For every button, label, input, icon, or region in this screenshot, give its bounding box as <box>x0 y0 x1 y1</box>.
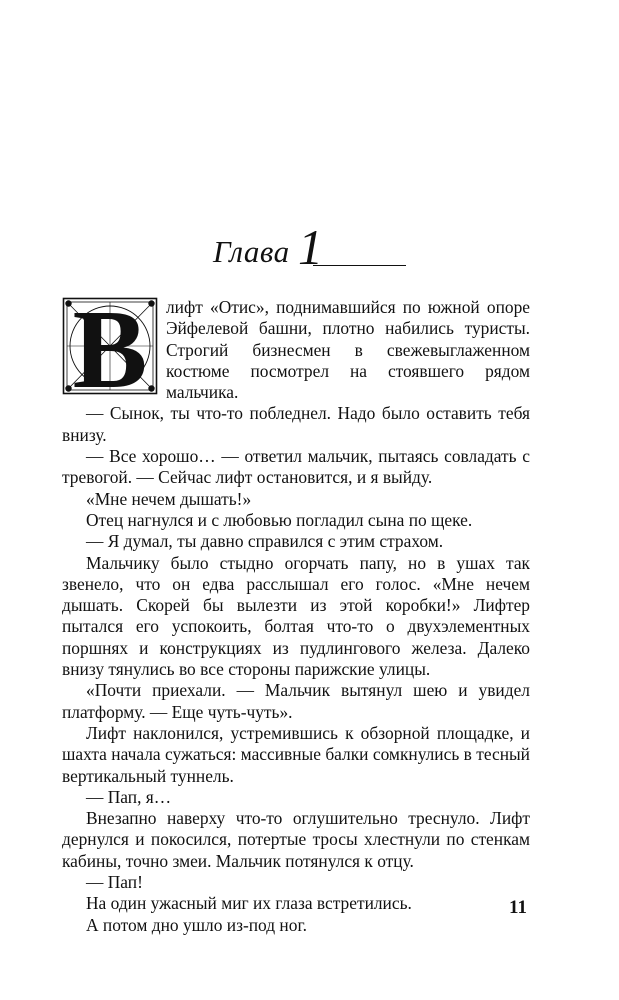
paragraph-2: — Сынок, ты что-то побледнел. Надо было оставить тебя внизу. <box>62 403 530 445</box>
paragraph-4: «Мне нечем дышать!» <box>86 488 252 509</box>
paragraph-3: — Все хорошо… — ответил мальчик, пытаясь совладать с тревогой. — Сейчас лифт остановится, и я выйду. <box>62 446 530 488</box>
paragraph-5: Отец нагнулся и с любовью погладил сына по щеке. <box>86 509 473 530</box>
paragraph-13: На один ужасный миг их глаза встретились. <box>86 893 412 914</box>
page-number: 11 <box>509 897 527 918</box>
drop-cap-ornament <box>62 297 158 395</box>
paragraph-11: Внезапно наверху что-то оглушительно треснуло. Лифт дернулся и покосился, потертые тросы хлестнули по стенкам кабины, точно змеи. Мальчик потянулся к отцу. <box>62 808 530 871</box>
drop-cap-letter: В <box>72 297 148 395</box>
paragraph-6: — Я думал, ты давно справился с этим страхом. <box>86 531 444 552</box>
paragraph-10: — Пап, я… <box>86 786 172 807</box>
chapter-word: Глава <box>213 234 290 269</box>
paragraph-14: А потом дно ушло из-под ног. <box>86 914 307 935</box>
chapter-heading <box>213 219 403 275</box>
chapter-number: 1 <box>298 219 323 275</box>
body-text <box>62 297 530 936</box>
paragraph-1: лифт «Отис», поднимавшийся по южной опоре Эйфелевой башни, плотно набились туристы. Строгий бизнесмен в свежевыглаженном костюме посмотрел на стоявшего рядом мальчика. <box>166 297 530 403</box>
paragraph-9: Лифт наклонился, устремившись к обзорной площадке, и шахта начала сужаться: массивные балки сомкнулись в тесный вертикальный туннель. <box>62 722 530 786</box>
paragraph-7: Мальчику было стыдно огорчать папу, но в ушах так звенело, что он едва расслышал его голос. «Мне нечем дышать. Скорей бы вылезти из этой коробки!» Лифтер пытался его успокоить, болтая что-то о двухэлементных поршнях и конструкциях из пудлингового железа. Далеко внизу тянулись во все стороны парижские улицы. <box>62 552 530 680</box>
chapter-rule <box>313 265 406 266</box>
paragraph-8: «Почти приехали. — Мальчик вытянул шею и увидел платформу. — Еще чуть-чуть». <box>62 680 530 722</box>
paragraph-12: — Пап! <box>86 872 143 893</box>
